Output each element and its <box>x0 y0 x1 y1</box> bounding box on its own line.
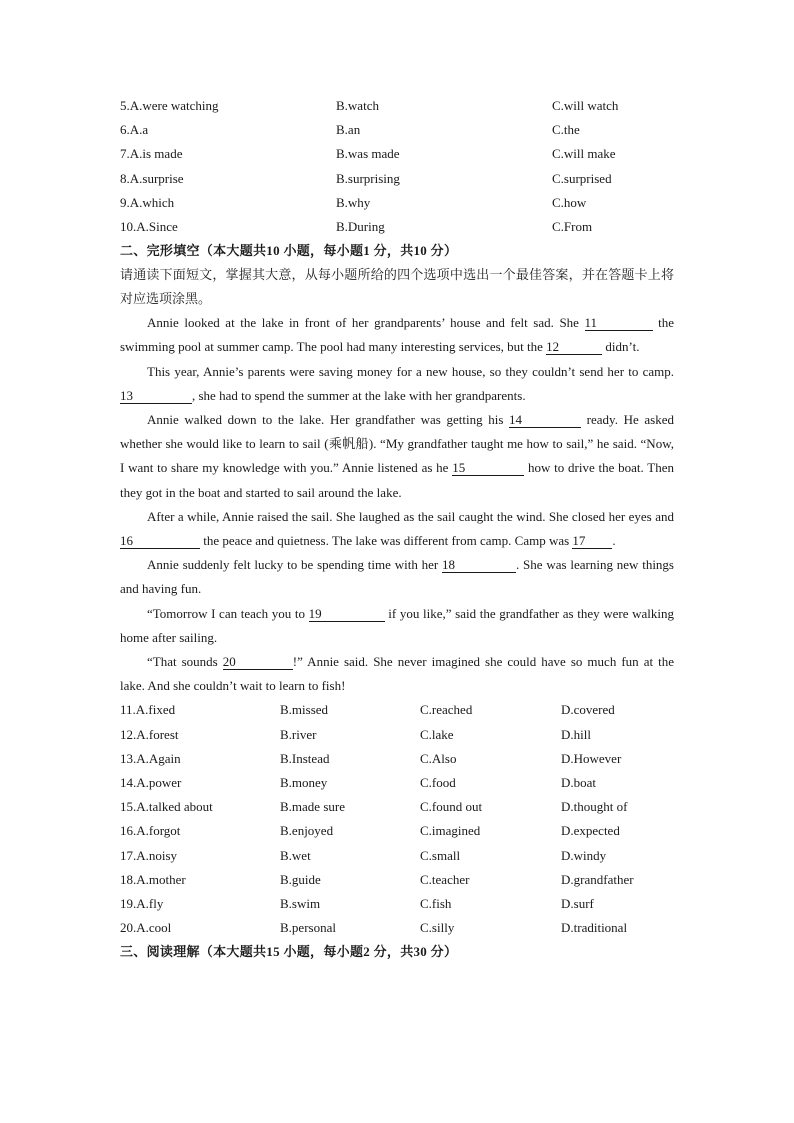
option-b: B.watch <box>336 98 379 113</box>
option-b: B.why <box>336 194 371 210</box>
option-c: C.imagined <box>420 823 481 839</box>
option-c: C.reached <box>420 702 473 718</box>
option-c: C.lake <box>420 726 454 742</box>
option-row-19 <box>120 892 674 916</box>
option-row-17 <box>120 844 674 868</box>
option-d: D.grandfather <box>561 871 634 887</box>
option-c: C.found out <box>420 799 483 815</box>
option-row-14 <box>120 771 674 795</box>
blank-16: 16 <box>120 533 200 549</box>
option-d: D.boat <box>561 774 597 790</box>
option-a: 11.A.fixed <box>120 702 176 718</box>
option-c: C.how <box>552 194 587 210</box>
option-row-15 <box>120 795 674 819</box>
blank-15: 15 <box>452 460 524 476</box>
option-row-10 <box>120 215 674 239</box>
option-a: 14.A.power <box>120 774 182 790</box>
option-a: 9.A.which <box>120 194 175 210</box>
option-a: 19.A.fly <box>120 895 164 911</box>
option-row-18 <box>120 868 674 892</box>
option-d: D.hill <box>561 726 591 742</box>
section-instruction: 请通读下面短文，掌握其大意，从每小题所给的四个选项中选出一个最佳答案，并在答题卡上将对应选项涂黑。 <box>120 267 674 307</box>
option-row-16 <box>120 819 674 843</box>
option-row-8 <box>120 167 674 191</box>
blank-11: 11 <box>585 315 653 331</box>
blank-18: 18 <box>442 557 516 573</box>
option-b: B.missed <box>280 702 329 718</box>
passage-paragraph-4: After a while, Annie raised the sail. She laughed as the sail caught the wind. She closed her eyes and 16 the peace and quietness. The lake was different from camp. Camp was 17 . <box>120 508 674 548</box>
passage-paragraph-2: This year, Annie’s parents were saving money for a new house, so they couldn’t send her to camp. 13 , she had to spend the summer at the lake with her grandparents. <box>120 363 674 403</box>
option-b: B.river <box>280 726 317 742</box>
option-a: 5.A.were watching <box>120 98 219 113</box>
option-d: D.traditional <box>561 920 628 936</box>
blank-20: 20 <box>223 654 293 670</box>
option-b: B.personal <box>280 920 336 936</box>
blank-14: 14 <box>509 412 581 428</box>
option-b: B.wet <box>280 847 311 863</box>
option-c: C.Also <box>420 750 457 766</box>
option-c: C.will make <box>552 146 616 162</box>
cloze-passage <box>120 311 674 698</box>
cloze-options-list <box>120 698 674 940</box>
exam-page <box>120 94 674 964</box>
option-row-12 <box>120 723 674 747</box>
option-row-11 <box>120 698 674 722</box>
option-c: C.food <box>420 774 456 790</box>
option-b: B.was made <box>336 146 400 162</box>
option-a: 8.A.surprise <box>120 170 184 186</box>
option-b: B.money <box>280 774 328 790</box>
passage-paragraph-6: “Tomorrow I can teach you to 19 if you like,” said the grandfather as they were walking home after sailing. <box>120 605 674 645</box>
option-d: D.covered <box>561 702 615 718</box>
passage-paragraph-3: Annie walked down to the lake. Her grandfather was getting his 14 ready. He asked whether she would like to learn to sail (乘帆船). “My grandfather taught me how to sail,” he said. “Now, I want to share my knowledge with you.” Annie listened as he 15 how to drive the boat. Then they got in the boat and started to sail around the lake. <box>120 411 674 500</box>
option-a: 16.A.forgot <box>120 823 181 839</box>
option-b: B.surprising <box>336 170 400 186</box>
option-b: B.made sure <box>280 799 345 815</box>
passage-paragraph-1: Annie looked at the lake in front of her grandparents’ house and felt sad. She 11 the swimming pool at summer camp. The pool had many interesting services, but the 12 didn’t. <box>120 315 674 355</box>
option-b: B.enjoyed <box>280 823 334 839</box>
option-c: C.silly <box>420 920 455 936</box>
option-a: 10.A.Since <box>120 218 178 234</box>
passage-paragraph-5: Annie suddenly felt lucky to be spending time with her 18 . She was learning new things and having fun. <box>120 557 674 597</box>
option-row-9 <box>120 191 674 215</box>
option-b: B.Instead <box>280 750 330 766</box>
option-row-20 <box>120 916 674 940</box>
option-c: C.fish <box>420 895 452 911</box>
section-title-cloze: 二、完形填空（本大题共10 小题，每小题1 分，共10 分） <box>120 243 458 259</box>
option-a: 13.A.Again <box>120 750 181 766</box>
section-title-reading: 三、阅读理解（本大题共15 小题，每小题2 分，共30 分） <box>120 944 458 960</box>
option-a: 6.A.a <box>120 122 149 138</box>
option-a: 18.A.mother <box>120 871 186 887</box>
option-b: B.During <box>336 218 385 234</box>
option-a: 15.A.talked about <box>120 799 213 815</box>
option-c: C.From <box>552 218 593 234</box>
option-c: C.small <box>420 847 461 863</box>
passage-paragraph-7: “That sounds 20 !” Annie said. She never imagined she could have so much fun at the lake. And she couldn’t wait to learn to fish! <box>120 653 674 694</box>
option-d: D.expected <box>561 823 620 839</box>
blank-12: 12 <box>546 339 602 355</box>
option-row-5 <box>120 94 674 118</box>
option-c: C.teacher <box>420 871 470 887</box>
option-a: 7.A.is made <box>120 146 183 162</box>
blank-17: 17 <box>572 533 612 549</box>
option-a: 17.A.noisy <box>120 847 178 863</box>
option-a: 12.A.forest <box>120 726 179 742</box>
option-c: C.will watch <box>552 98 619 113</box>
option-c: C.surprised <box>552 170 612 186</box>
blank-13: 13 <box>120 388 192 404</box>
option-row-6 <box>120 118 674 142</box>
option-d: D.thought of <box>561 799 628 815</box>
option-row-7 <box>120 142 674 166</box>
option-a: 20.A.cool <box>120 920 172 936</box>
option-row-13 <box>120 747 674 771</box>
option-d: D.surf <box>561 895 594 911</box>
option-b: B.guide <box>280 871 321 887</box>
option-c: C.the <box>552 122 580 138</box>
prev-options-list <box>120 94 674 239</box>
blank-19: 19 <box>309 606 385 622</box>
option-d: D.windy <box>561 847 607 863</box>
option-b: B.swim <box>280 895 321 911</box>
option-b: B.an <box>336 122 361 138</box>
option-d: D.However <box>561 750 622 766</box>
